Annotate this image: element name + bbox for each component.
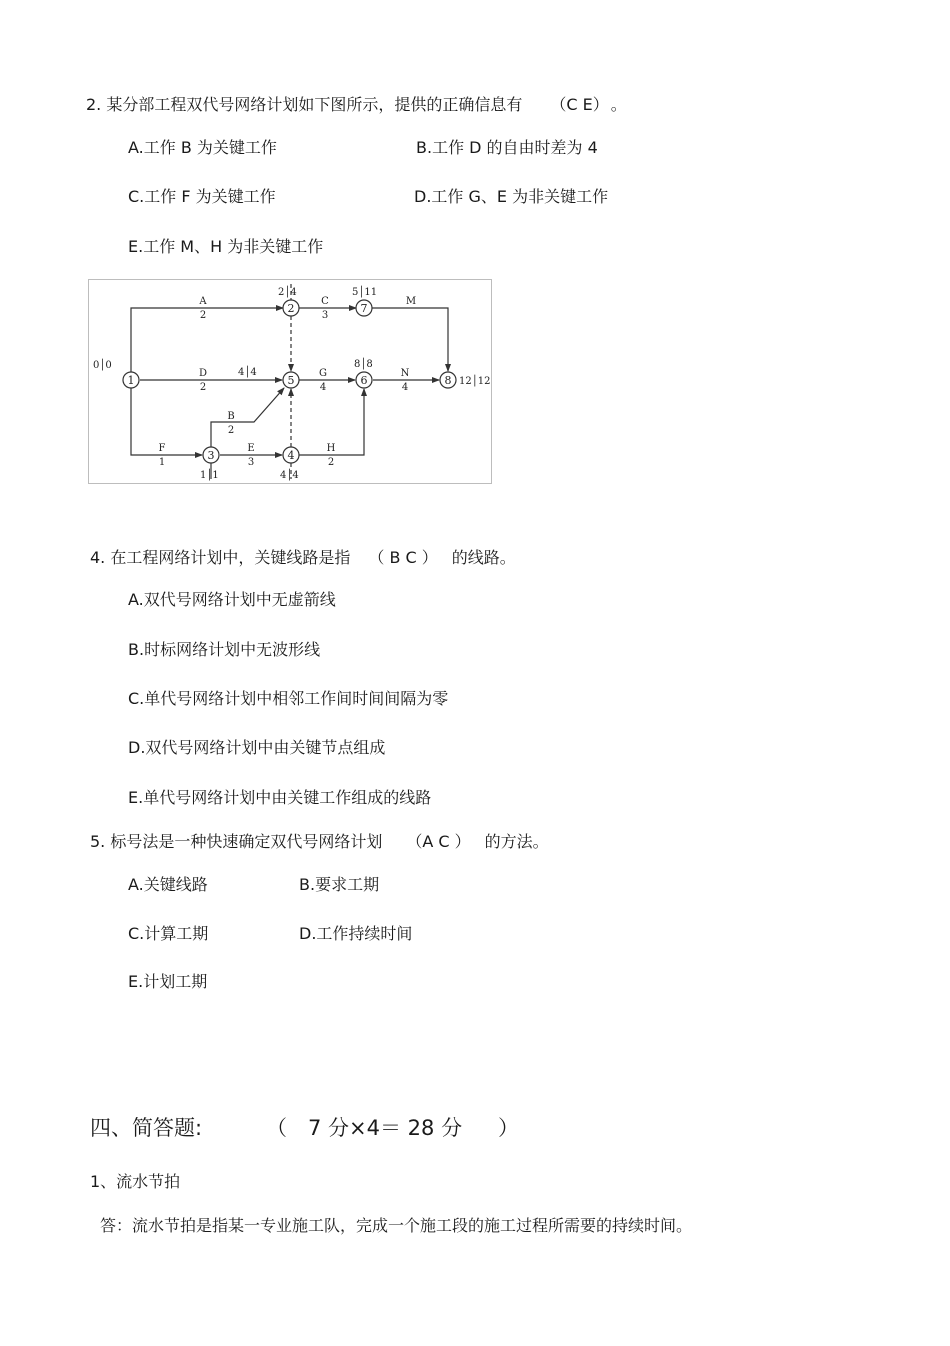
- activity-f-name: F: [158, 443, 166, 454]
- question-tail: 。: [610, 95, 627, 114]
- svg-text:1: 1: [127, 374, 135, 387]
- question-stem: 5. 标号法是一种快速确定双代号网络计划: [90, 832, 383, 851]
- node-4: [283, 447, 299, 463]
- option-b: B.工作 D 的自由时差为 4: [416, 138, 598, 157]
- option-c: C.计算工期: [128, 924, 209, 943]
- short-answer-text: 答：流水节拍是指某一专业施工队，完成一个施工段的施工过程所需要的持续时间。: [100, 1216, 693, 1235]
- section-score-close: ）: [498, 1116, 519, 1140]
- option-d: D.工作 G、E 为非关键工作: [414, 187, 609, 206]
- node-3-times: 1│1: [200, 470, 219, 481]
- question-tail: 的方法。: [484, 832, 549, 851]
- activity-h-name: H: [326, 443, 336, 454]
- activity-a-name: A: [199, 296, 207, 307]
- question-2: [86, 95, 627, 115]
- activity-b-name: B: [227, 411, 235, 422]
- option-e: E.工作 M、H 为非关键工作: [128, 237, 324, 256]
- option-a: A.双代号网络计划中无虚箭线: [128, 590, 336, 609]
- activity-g-duration: 4: [319, 382, 327, 393]
- arrow-a: [131, 308, 283, 373]
- network-diagram: [88, 279, 492, 484]
- svg-text:2: 2: [287, 302, 295, 315]
- activity-a-duration: 2: [199, 310, 207, 321]
- svg-text:8: 8: [444, 374, 452, 387]
- option-b: B.时标网络计划中无波形线: [128, 640, 321, 659]
- node-8: [440, 372, 456, 388]
- node-5-times: 4│4: [238, 367, 257, 378]
- node-3: [203, 447, 219, 463]
- option-a: A.工作 B 为关键工作: [128, 138, 277, 157]
- node-7-times: 5│11: [352, 287, 378, 298]
- question-5: [90, 832, 549, 852]
- option-c: C.工作 F 为关键工作: [128, 187, 276, 206]
- activity-d-duration: 2: [199, 382, 207, 393]
- arrow-f: [131, 387, 202, 455]
- svg-text:7: 7: [360, 302, 368, 315]
- question-answer: （C E）: [550, 95, 601, 114]
- option-a: A.关键线路: [128, 875, 208, 894]
- node-6: [356, 372, 372, 388]
- section-score: 7 分×4＝ 28 分: [308, 1116, 463, 1140]
- node-8-times: 12│12: [459, 376, 491, 387]
- activity-m-name: M: [405, 296, 417, 307]
- activity-f-duration: 1: [158, 457, 166, 468]
- activity-c-duration: 3: [321, 310, 329, 321]
- question-stem: 4. 在工程网络计划中，关键线路是指: [90, 548, 351, 567]
- section-heading: [90, 1118, 570, 1146]
- question-tail: 的线路。: [451, 548, 516, 567]
- short-answer-title: 1、流水节拍: [90, 1172, 181, 1191]
- section-score-open: （: [266, 1116, 287, 1140]
- question-answer: （ B C ）: [368, 548, 438, 567]
- svg-text:3: 3: [207, 449, 215, 462]
- node-1: [123, 372, 139, 388]
- option-b: B.要求工期: [299, 875, 380, 894]
- svg-text:6: 6: [360, 374, 368, 387]
- activity-h-duration: 2: [327, 457, 335, 468]
- option-e: E.计划工期: [128, 972, 208, 991]
- option-c: C.单代号网络计划中相邻工作间时间间隔为零: [128, 689, 449, 708]
- activity-n-name: N: [400, 368, 410, 379]
- node-7: [356, 300, 372, 316]
- option-d: D.工作持续时间: [299, 924, 413, 943]
- node-5: [283, 372, 299, 388]
- option-d: D.双代号网络计划中由关键节点组成: [128, 738, 386, 757]
- node-2: [283, 300, 299, 316]
- activity-b-duration: 2: [227, 425, 235, 436]
- node-4-times: 4│4: [280, 470, 299, 481]
- question-4: [90, 548, 516, 568]
- activity-n-duration: 4: [401, 382, 409, 393]
- activity-e-duration: 3: [247, 457, 255, 468]
- arrow-m: [372, 308, 448, 371]
- svg-text:5: 5: [287, 374, 295, 387]
- node-2-times: 2│4: [278, 287, 297, 298]
- section-title: 四、简答题:: [90, 1116, 203, 1140]
- question-answer: （A C ）: [406, 832, 471, 851]
- arrow-b: [211, 388, 284, 447]
- activity-d-name: D: [198, 368, 208, 379]
- option-e: E.单代号网络计划中由关键工作组成的线路: [128, 788, 432, 807]
- activity-c-name: C: [321, 296, 329, 307]
- question-stem: 2. 某分部工程双代号网络计划如下图所示，提供的正确信息有: [86, 95, 523, 114]
- node-6-times: 8│8: [354, 359, 373, 370]
- activity-e-name: E: [247, 443, 255, 454]
- svg-text:4: 4: [287, 449, 295, 462]
- activity-g-name: G: [319, 368, 327, 379]
- node-1-times: 0│0: [93, 360, 112, 371]
